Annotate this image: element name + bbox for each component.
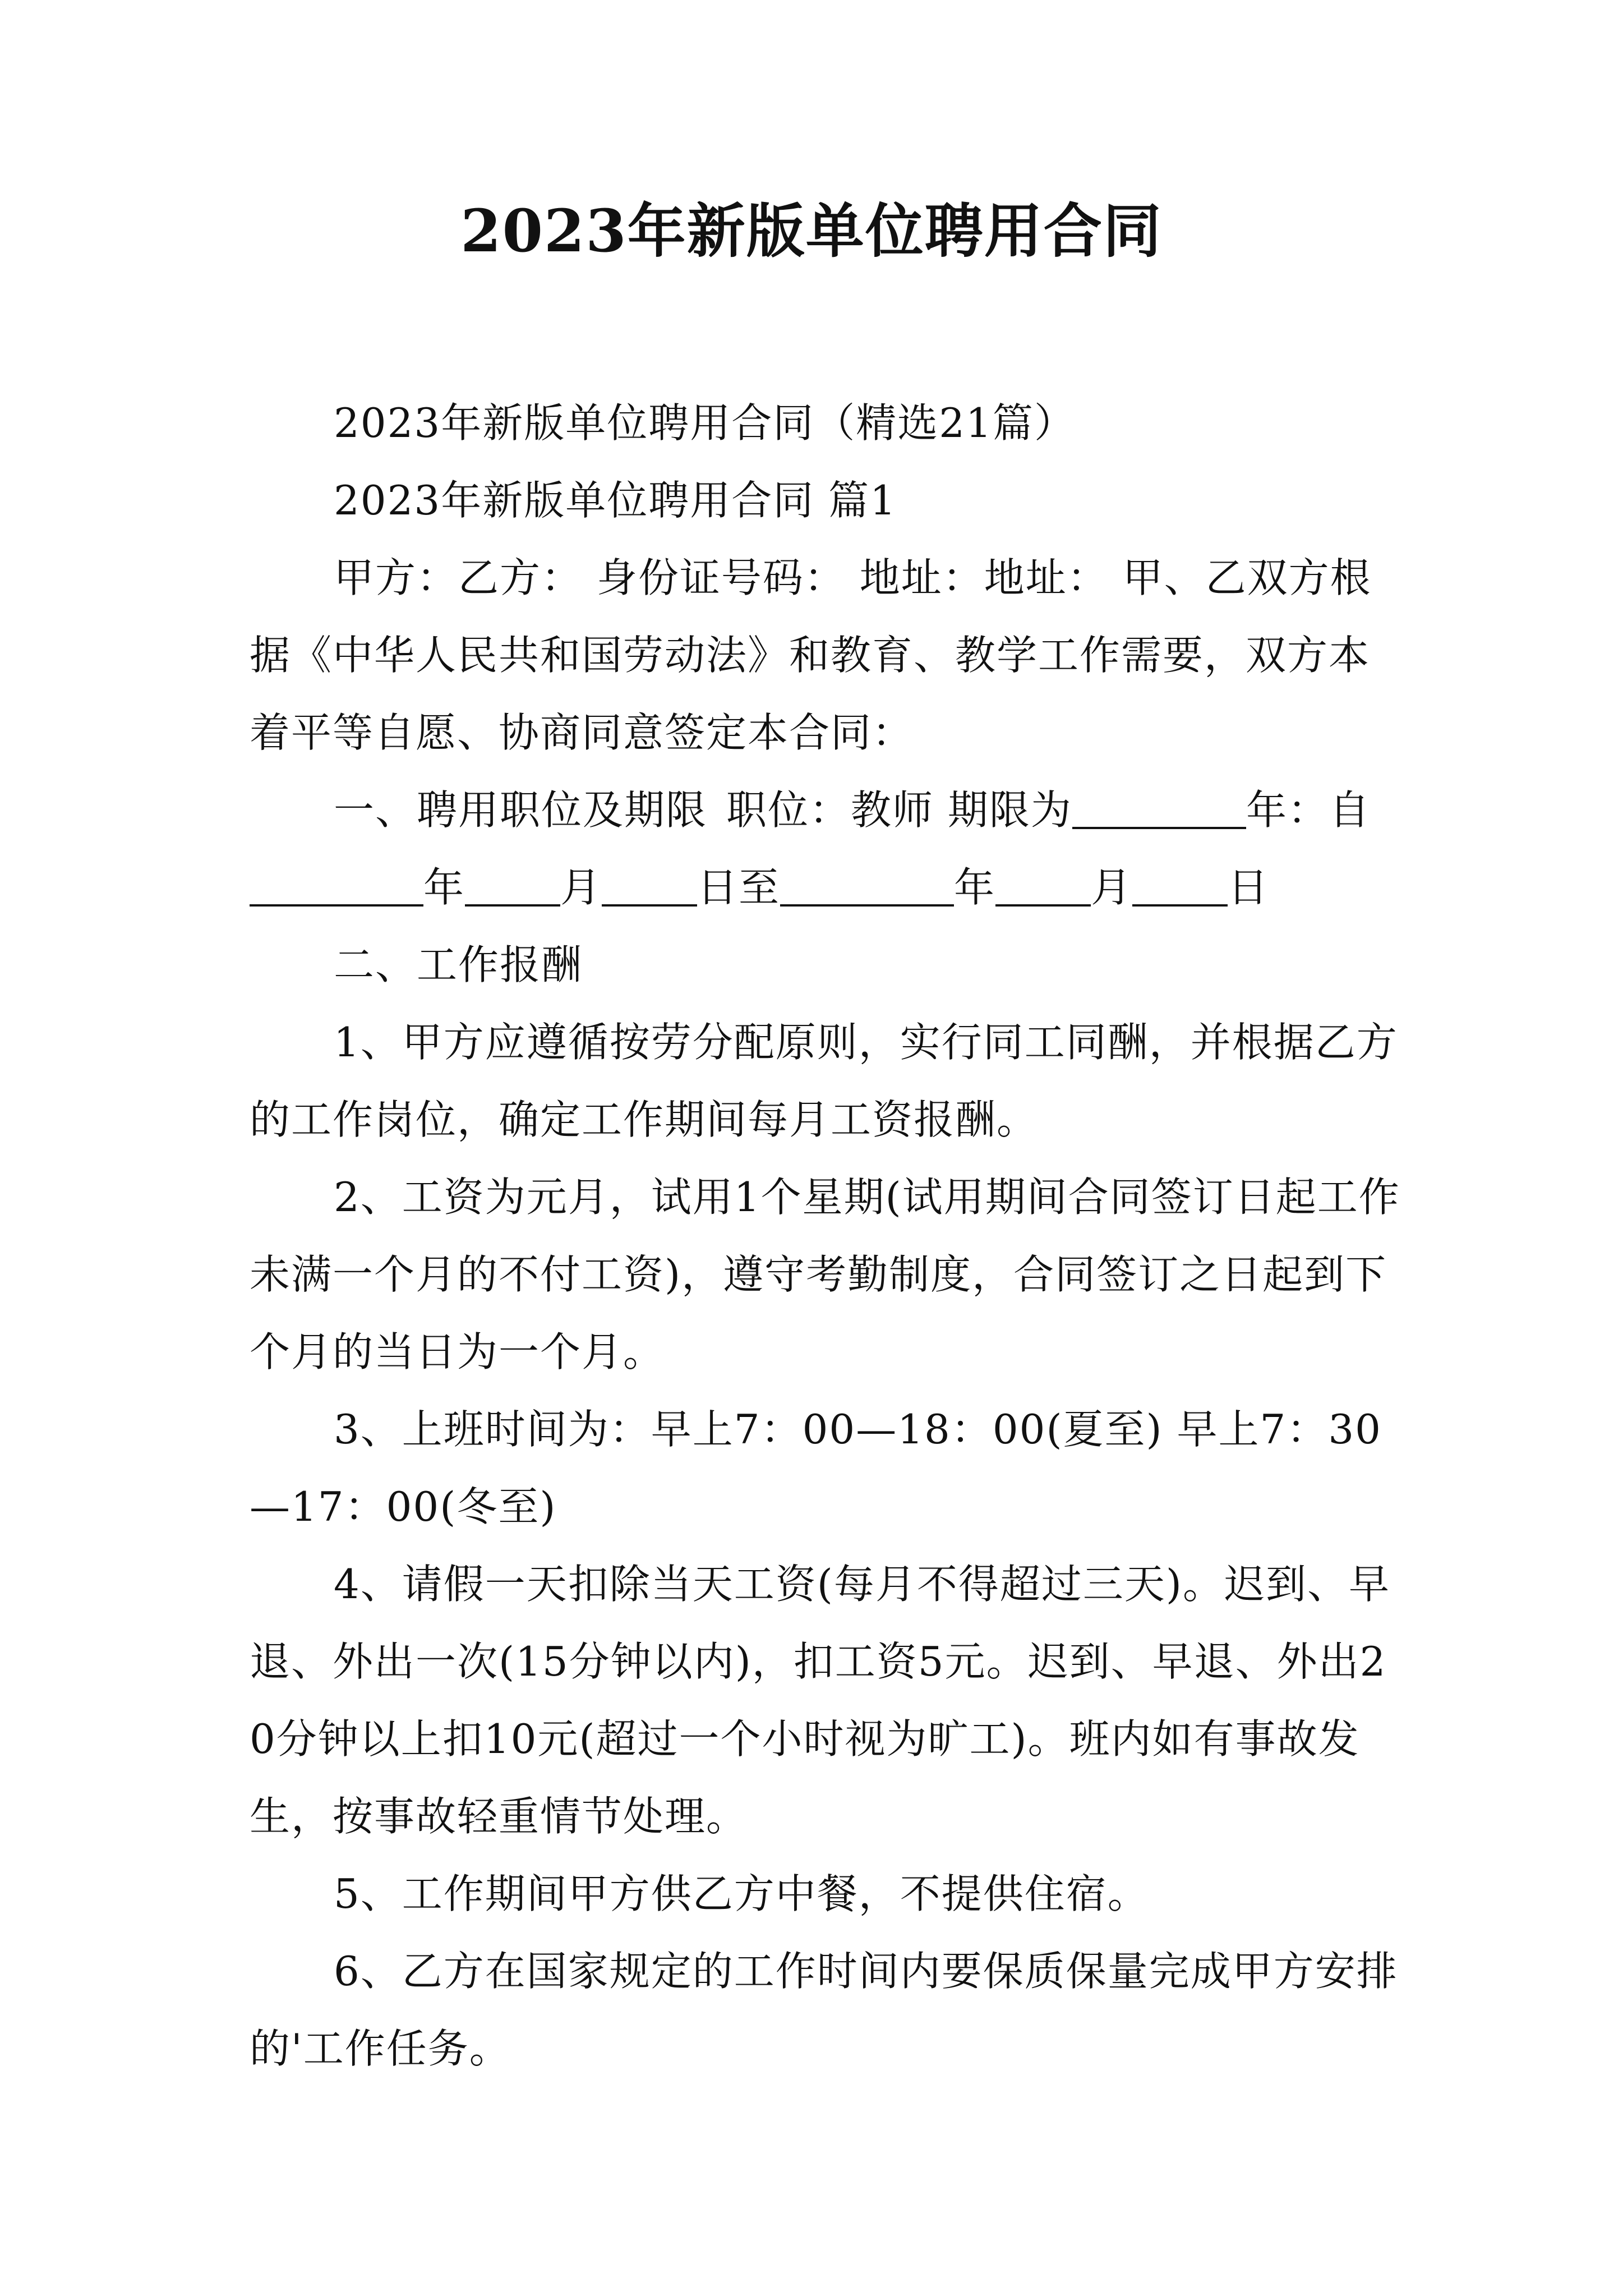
document-body — [250, 384, 1405, 2087]
item-1: 1、甲方应遵循按劳分配原则，实行同工同酬，并根据乙方的工作岗位，确定工作期间每月工资报酬。 — [250, 1019, 1398, 1143]
term-day-to: 日至 — [697, 864, 781, 911]
item-3: 3、上班时间为：早上7：00—18：00(夏至) 早上7：30—17：00(冬至) — [250, 1406, 1382, 1530]
item-4: 4、请假一天扣除当天工资(每月不得超过三天)。迟到、早退、外出一次(15分钟以内)，扣工资5元。迟到、早退、外出20分钟以上扣10元(超过一个小时视为旷工)。班内如有事故发生，按事故轻重情节处理。 — [250, 1561, 1390, 1840]
term-clause-prefix: 一、聘用职位及期限 — [334, 786, 708, 834]
subtitle: 2023年新版单位聘用合同（精选21篇） — [334, 399, 1076, 447]
section2-heading: 二、工作报酬 — [334, 941, 583, 988]
blank-start-year — [250, 864, 423, 907]
term-month: 月 — [560, 864, 602, 911]
blank-start-day — [602, 864, 697, 907]
document-title: 2023年新版单位聘用合同 — [460, 196, 1163, 265]
item-2: 2、工资为元月，试用1个星期(试用期间合同签订日起工作未满一个月的不付工资)，遵守考勤制度，合同签订之日起到下个月的当日为一个月。 — [250, 1174, 1400, 1375]
term-clause — [250, 771, 1405, 926]
term-clause-label: 期限为 — [947, 786, 1072, 834]
paragraph-parties: 甲方：乙方： 身份证号码： 地址：地址： 甲、乙双方根据《中华人民共和国劳动法》和教育、教学工作需要，双方本着平等自愿、协商同意签定本合同： — [250, 554, 1372, 756]
term-clause-position: 职位：教师 — [726, 786, 934, 834]
term-from: 自 — [1329, 786, 1371, 834]
blank-term-years — [1072, 786, 1246, 829]
term-day: 日 — [1228, 864, 1270, 911]
blank-start-month — [465, 864, 560, 907]
blank-end-year — [780, 864, 954, 907]
section-heading: 2023年新版单位聘用合同 篇1 — [334, 477, 897, 524]
blank-end-month — [995, 864, 1091, 907]
blank-end-day — [1132, 864, 1228, 907]
term-year-suffix: 年： — [1246, 786, 1329, 834]
term-year: 年 — [423, 864, 465, 911]
item-5: 5、工作期间甲方供乙方中餐，不提供住宿。 — [334, 1870, 1149, 1917]
term-year2: 年 — [954, 864, 996, 911]
term-month2: 月 — [1091, 864, 1133, 911]
item-6: 6、乙方在国家规定的工作时间内要保质保量完成甲方安排的'工作任务。 — [250, 1948, 1398, 2072]
